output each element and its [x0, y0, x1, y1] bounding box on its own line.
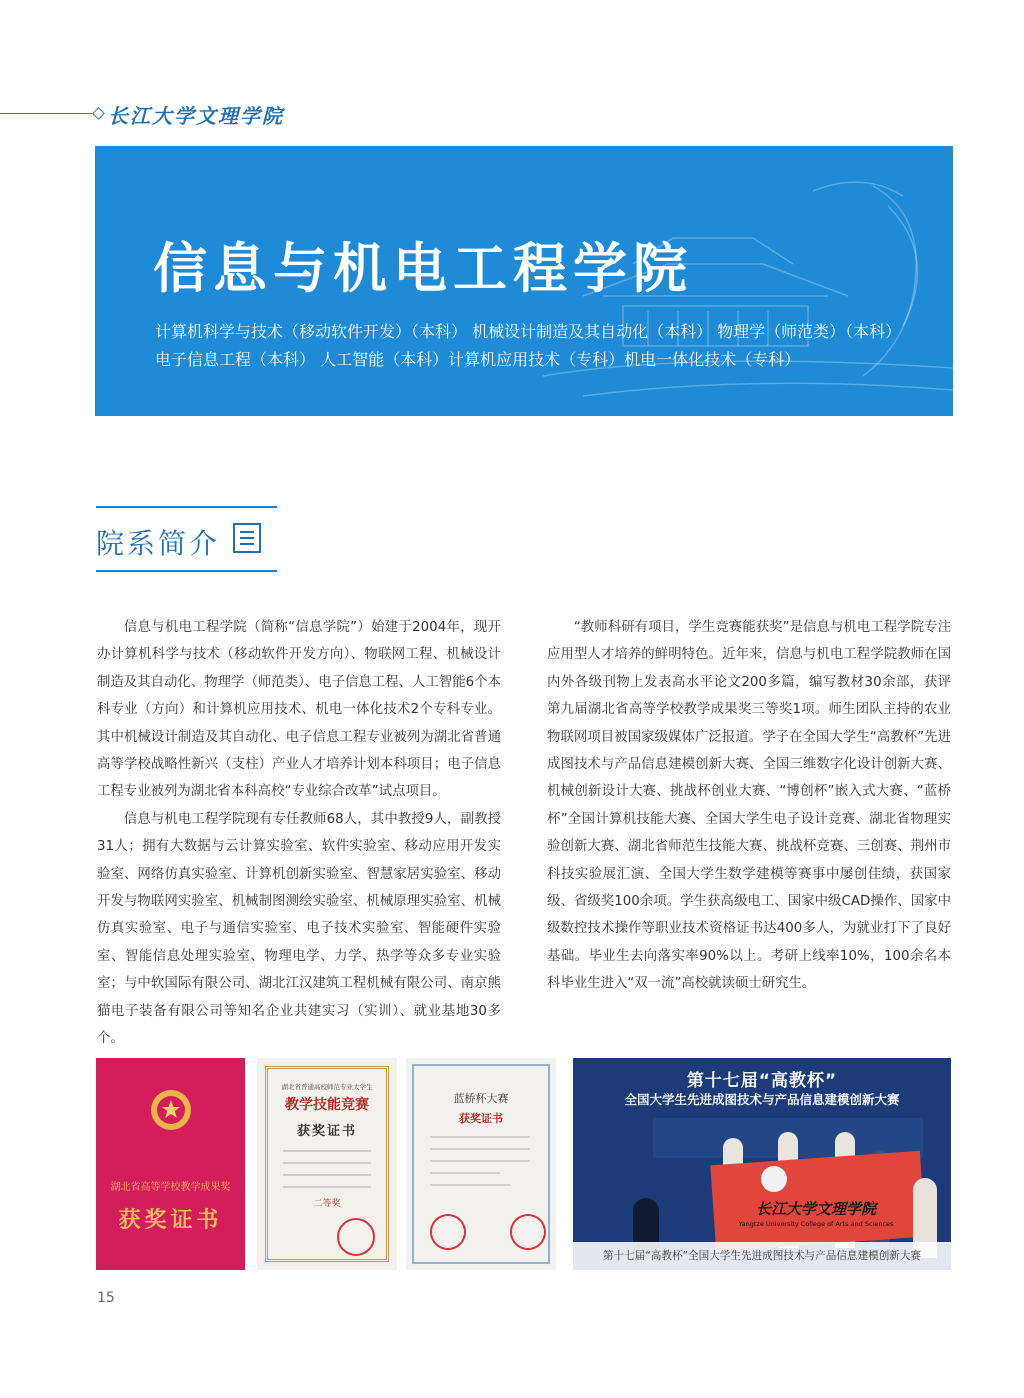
seal-icon — [337, 1218, 375, 1256]
intro-column-right — [547, 614, 951, 998]
certificate-title: 蓝桥杯大赛 — [453, 1092, 509, 1105]
page-number: 15 — [97, 1290, 115, 1306]
header-rule — [0, 113, 96, 114]
event-headline: 第十七届“高教杯” — [686, 1071, 838, 1091]
paragraph: 信息与机电工程学院（简称“信息学院”）始建于2004年，现开办计算机科学与技术（移动软件开发方向）、物联网工程、机械设计制造及其自动化、物理学（师范类）、电子信息工程、人工智能6个本科专业（方向）和计算机应用技术、机电一体化技术2个专科专业。其中机械设计制造及其自动化、电子信息工程专业被列为湖北省普通高等学校战略性新兴（支柱）产业人才培养计划本科项目；电子信息工程专业被列为湖北省本科高校“专业综合改革”试点项目。 — [97, 620, 501, 800]
heading-rule — [96, 506, 277, 508]
certificate-header: 湖北省普通高校师范专业大学生 — [281, 1083, 373, 1091]
majors-line: 计算机科学与技术（移动软件开发）（本科） 机械设计制造及其自动化（本科） 物理学（师范类）（本科） — [155, 322, 902, 341]
intro-column-left — [97, 614, 501, 1053]
certificate-photo-2 — [257, 1058, 397, 1270]
certificate-subtitle: 获奖证书 — [459, 1112, 503, 1125]
certificate-photo-1 — [96, 1058, 245, 1270]
paragraph: 信息与机电工程学院现有专任教师68人，其中教授9人，副教授31人；拥有大数据与云计算实验室、软件实验室、移动应用开发实验室、网络仿真实验室、计算机创新实验室、智慧家居实验室、移动开发与物联网实验室、机械制图测绘实验室、机械原理实验室、机械仿真实验室、电子与通信实验室、电子技术实验室、智能硬件实验室、智能信息处理实验室、物理电学、力学、热学等众多专业实验室；与中软国际有限公司、湖北江汉建筑工程机械有限公司、南京熊猫电子装备有限公司等知名企业共建实习（实训）、就业基地30多个。 — [97, 811, 501, 1047]
brand-name: 长江大学文理学院 — [108, 104, 284, 128]
photo-caption-bar — [573, 1242, 951, 1270]
college-title: 信息与机电工程学院 — [153, 236, 693, 300]
section-title: 院系简介 — [96, 527, 221, 560]
flag-subtext: Yangtze University College of Arts and Sciences — [738, 1220, 894, 1228]
college-banner — [95, 146, 953, 416]
majors-list — [155, 318, 945, 374]
flag-text: 长江大学文理学院 — [755, 1200, 876, 1218]
seal-icon — [510, 1214, 546, 1250]
national-emblem-icon — [149, 1088, 193, 1132]
diamond-icon — [92, 107, 105, 120]
certificate-caption: 湖北省高等学校教学成果奖 — [110, 1182, 231, 1193]
certificate-title: 教学技能竞赛 — [285, 1097, 369, 1113]
list-icon — [233, 523, 261, 553]
majors-line: 电子信息工程（本科） 人工智能（本科）计算机应用技术（专科）机电一体化技术（专科） — [155, 350, 801, 369]
section-heading — [96, 506, 277, 572]
certificate-prize: 二等奖 — [313, 1199, 341, 1209]
flag-emblem-icon — [761, 1166, 787, 1192]
heading-rule — [96, 570, 277, 572]
seal-icon — [430, 1214, 466, 1250]
event-subheadline: 全国大学生先进成图技术与产品信息建模创新大赛 — [624, 1092, 900, 1107]
certificate-subtitle: 获奖证书 — [296, 1124, 357, 1139]
certificate-photo-3 — [406, 1058, 556, 1270]
certificate-title: 获奖证书 — [118, 1207, 223, 1233]
award-ceremony-photo — [573, 1058, 951, 1270]
paragraph: “教师科研有项目，学生竞赛能获奖”是信息与机电工程学院专注应用型人才培养的鲜明特色。近年来，信息与机电工程学院教师在国内外各级刊物上发表高水平论文200多篇，编写教材30余部，获评第九届湖北省高等学校教学成果奖三等奖1项。师生团队主持的农业物联网项目被国家级媒体广泛报道。学子在全国大学生“高教杯”先进成图技术与产品信息建模创新大赛、全国三维数字化设计创新大赛、机械创新设计大赛、挑战杯创业大赛、“博创杯”嵌入式大赛、“蓝桥杯”全国计算机技能大赛、全国大学生电子设计竞赛、湖北省物理实验创新大赛、湖北省师范生技能大赛、挑战杯竞赛、三创赛、荆州市科技实验展汇演、全国大学生数学建模等赛事中屡创佳绩，获国家级、省级奖100余项。学生获高级电工、国家中级CAD操作、国家中级数控技术操作等职业技术资格证书达400多人，为就业打下了良好基础。毕业生去向落实率90%以上。考研上线率10%，100余名本科毕业生进入“双一流”高校就读硕士研究生。 — [547, 620, 951, 992]
photo-caption: 第十七届“高教杯”全国大学生先进成图技术与产品信息建模创新大赛 — [602, 1250, 922, 1262]
